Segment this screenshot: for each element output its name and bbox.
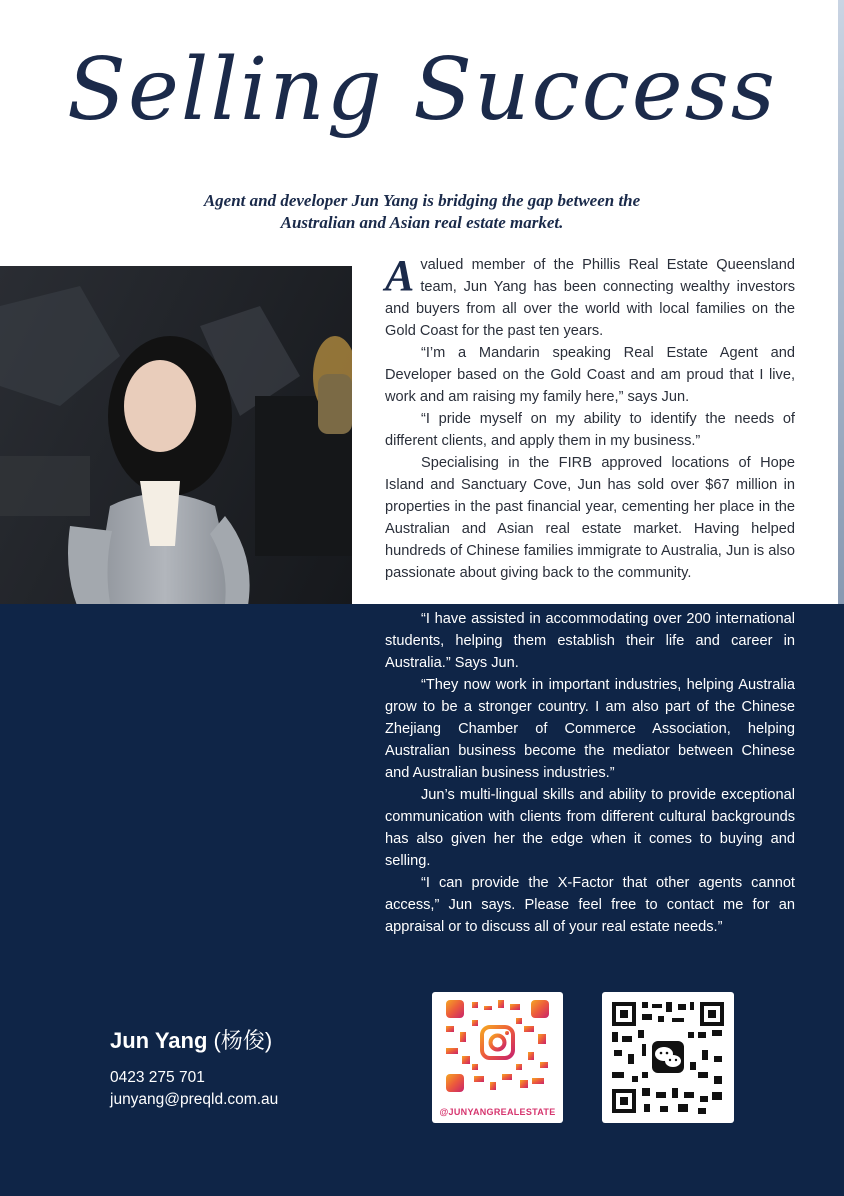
contact-email[interactable]: junyang@preqld.com.au xyxy=(110,1091,279,1108)
article-paragraph: Specialising in the FIRB approved locations of Hope Island and Sanctuary Cove, Jun has sold over $67 million in properties in the past financial year, cementing her place in the Australian and Asian real estate market. Having helped hundreds of Chinese families immigrate to Australia, Jun is also passionate about giving back to the community. xyxy=(385,455,795,581)
wechat-qr-code[interactable] xyxy=(602,992,734,1123)
contact-name-chinese: (杨俊) xyxy=(213,1028,273,1053)
article-paragraph: “They now work in important industries, helping Australia grow to be a stronger country. I am also part of the Chinese Zhejiang Chamber of Commerce Association, helping Australian business become the mediator between Chinese and Australian business industries.” xyxy=(385,677,795,781)
article-text-top xyxy=(385,251,795,584)
subtitle: Agent and developer Jun Yang is bridging the gap between the Australian and Asian real estate market. xyxy=(203,191,641,232)
instagram-qr-code[interactable] xyxy=(432,992,563,1123)
article-paragraph: “I can provide the X-Factor that other agents cannot access,” Jun says. Please feel free to contact me for an appraisal or to discuss all of your real estate needs.” xyxy=(385,875,795,935)
page-title: Selling Success xyxy=(67,40,777,140)
article-paragraph: “I pride myself on my ability to identify the needs of different clients, and apply them in my business.” xyxy=(385,411,795,449)
contact-name-line xyxy=(110,1024,278,1055)
article-paragraph xyxy=(385,251,795,342)
article-paragraph: “I’m a Mandarin speaking Real Estate Agent and Developer based on the Gold Coast and am proud that I live, work and am raising my family here,” says Jun. xyxy=(385,345,795,405)
contact-block xyxy=(110,1024,278,1111)
drop-cap: A xyxy=(385,251,415,300)
contact-name: Jun Yang xyxy=(110,1028,208,1053)
contact-phone[interactable]: 0423 275 701 xyxy=(110,1069,205,1086)
article-text-bottom xyxy=(385,608,795,938)
article-paragraph: “I have assisted in accommodating over 200 international students, helping them establish their life and career in Australia.” Says Jun. xyxy=(385,611,795,671)
article-paragraph-text: valued member of the Phillis Real Estate Queensland team, Jun Yang has been connecting wealthy investors and buyers from all over the world with local families on the Gold Coast for the past ten years. xyxy=(385,257,795,339)
article-paragraph: Jun’s multi-lingual skills and ability to provide exceptional communication with clients from different cultural backgrounds has also given her the edge when it comes to buying and selling. xyxy=(385,787,795,869)
instagram-handle: @JUNYANGREALESTATE xyxy=(439,1107,556,1117)
